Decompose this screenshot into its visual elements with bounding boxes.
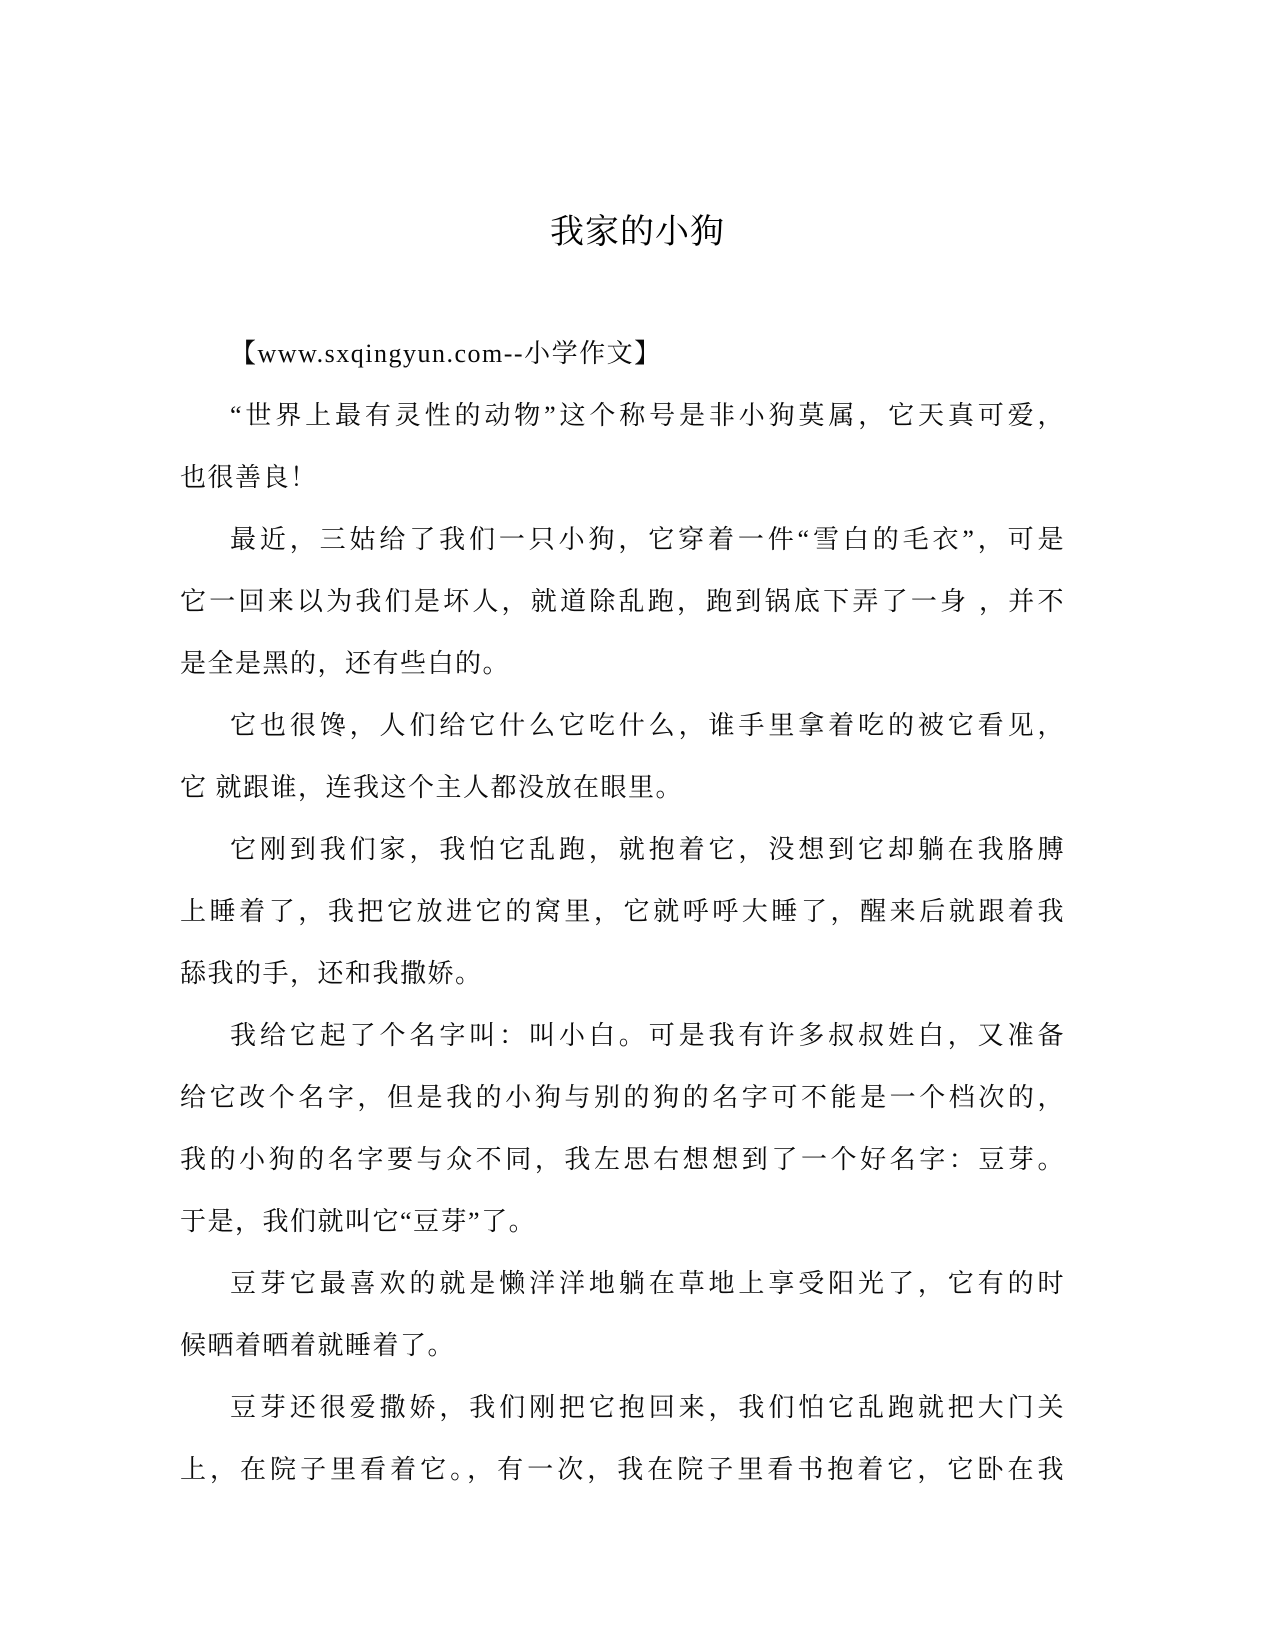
text-line: 最近，三姑给了我们一只小狗，它穿着一件“雪白的毛衣”，可是 (230, 525, 1065, 554)
text-line: 候晒着晒着就睡着了。 (180, 1331, 456, 1360)
text-line: 它一回来以为我们是坏人，就道除乱跑，跑到锅底下弄了一身 ，并不 (180, 587, 1065, 616)
source-line: 【www.sxqingyun.com--小学作文】 (230, 339, 662, 368)
text-line: 它也很馋，人们给它什么它吃什么，谁手里拿着吃的被它看见， (230, 711, 1065, 740)
text-line: 舔我的手，还和我撒娇。 (180, 959, 483, 988)
text-line: 我给它起了个名字叫：叫小白。可是我有许多叔叔姓白，又准备 (230, 1021, 1065, 1050)
text-line: 豆芽还很爱撒娇，我们刚把它抱回来，我们怕它乱跑就把大门关 (230, 1393, 1065, 1422)
text-line: 它 就跟谁，连我这个主人都没放在眼里。 (180, 773, 684, 802)
text-line: 也很善良！ (180, 463, 318, 492)
document-title: 我家的小狗 (550, 213, 725, 251)
text-line: 上睡着了，我把它放进它的窝里，它就呼呼大睡了，醒来后就跟着我 (180, 897, 1065, 926)
text-line: 上，在院子里看着它。，有一次，我在院子里看书抱着它，它卧在我 (180, 1455, 1065, 1484)
paragraph-list (180, 385, 1065, 1501)
text-line: 豆芽它最喜欢的就是懒洋洋地躺在草地上享受阳光了，它有的时 (230, 1269, 1065, 1298)
document-body (180, 323, 1065, 1501)
text-line: 它刚到我们家，我怕它乱跑，就抱着它，没想到它却躺在我胳膊 (230, 835, 1065, 864)
text-line: 是全是黑的，还有些白的。 (180, 649, 511, 678)
text-line: 于是，我们就叫它“豆芽”了。 (180, 1207, 537, 1236)
text-line: 我的小狗的名字要与众不同，我左思右想想到了一个好名字：豆芽。 (180, 1145, 1065, 1174)
text-line: “世界上最有灵性的动物”这个称号是非小狗莫属，它天真可爱， (230, 401, 1065, 430)
text-line: 给它改个名字，但是我的小狗与别的狗的名字可不能是一个档次的， (180, 1083, 1065, 1112)
